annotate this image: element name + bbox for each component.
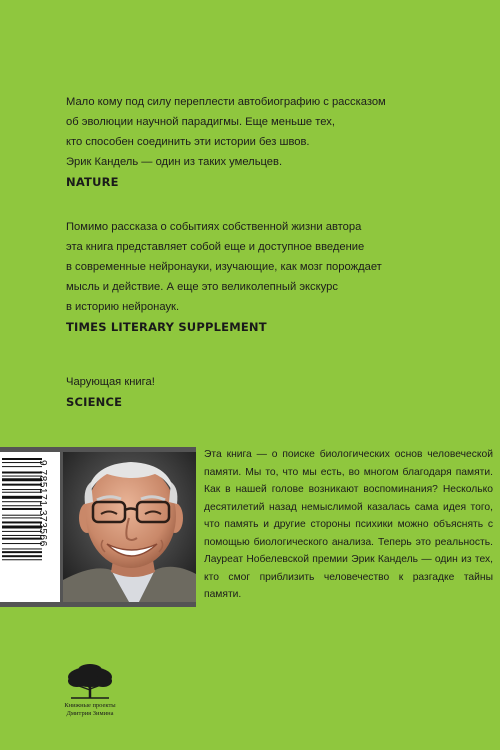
publisher-logo <box>40 664 140 724</box>
barcode-bar <box>2 559 42 560</box>
barcode-bar <box>2 501 42 502</box>
quote-source: NATURE <box>66 175 119 189</box>
author-photo <box>63 452 196 602</box>
quote-nature <box>66 92 446 189</box>
isbn-barcode <box>0 452 60 602</box>
quote-tls <box>66 217 446 334</box>
barcode-bar <box>2 478 42 481</box>
quote-science <box>66 372 446 409</box>
quote-line: кто способен соединить эти истории без швов. <box>66 136 310 148</box>
barcode-bar <box>2 508 42 510</box>
barcode-bar <box>2 515 42 516</box>
quote-text <box>66 92 446 172</box>
barcode-bar <box>2 472 42 474</box>
book-description <box>196 447 500 607</box>
quote-line: эта книга представляет собой еще и доступное введение <box>66 241 365 253</box>
barcode-bar <box>2 535 42 536</box>
barcode-bar <box>2 551 42 553</box>
barcode-bar <box>2 484 42 486</box>
barcode-bar <box>2 505 42 506</box>
publisher-line-2: Дмитрия Зимина <box>66 710 114 717</box>
barcode-bar <box>2 489 42 490</box>
quote-line: в современные нейронауки, изучающие, как мозг порождает <box>66 261 382 273</box>
barcode-bar <box>2 466 42 467</box>
barcode-bar <box>2 548 42 549</box>
quote-line: Мало кому под силу переплести автобиографию с рассказом <box>66 96 386 108</box>
quote-line: Чарующая книга! <box>66 376 155 388</box>
barcode-bar <box>2 496 42 499</box>
quote-line: Помимо рассказа о событиях собственной жизни автора <box>66 221 362 233</box>
barcode-bar <box>2 543 42 544</box>
publisher-line-1: Книжные проекты <box>64 702 116 709</box>
barcode-bar <box>2 476 42 477</box>
barcode-bar <box>2 538 42 540</box>
quote-line: в историю нейронаук. <box>66 301 180 313</box>
quote-line: Эрик Кандель — один из таких умельцев. <box>66 156 283 168</box>
quote-line: об эволюции научной парадигмы. Еще меньше тех, <box>66 116 335 128</box>
barcode-bar <box>2 521 42 523</box>
quote-source: SCIENCE <box>66 395 123 409</box>
barcode-bar <box>2 462 42 463</box>
barcode-bar <box>2 517 42 518</box>
barcode-bar <box>2 526 42 529</box>
barcode-bar <box>2 555 42 557</box>
description-text: Эта книга — о поиске биологических основ человеческой памяти. Мы то, что мы есть, во многом благодаря памяти. Как в нашей голове возникают воспоминания? Несколько десятилетий назад немыслимой казалась сама идея того, что память и другие стороны психики можно объяснять с помощью биологического анализа. Теперь это реальность. Лауреат Нобелевской премии Эрик Кандель — один из тех, кто смог приблизить человечество к разгадке тайны памяти. <box>204 449 493 600</box>
barcode-bar <box>2 458 42 460</box>
isbn-number: 9 785171 373566 <box>37 460 48 547</box>
barcode-bar <box>2 531 42 532</box>
tree-icon <box>65 664 115 700</box>
quote-text <box>66 217 446 317</box>
author-portrait-image <box>63 452 196 602</box>
quote-line: мысль и действие. А еще это великолепный экскурс <box>66 281 338 293</box>
barcode-bar <box>2 492 42 493</box>
quote-text <box>66 372 446 392</box>
quote-source: TIMES LITERARY SUPPLEMENT <box>66 320 267 334</box>
publisher-name <box>40 702 140 718</box>
